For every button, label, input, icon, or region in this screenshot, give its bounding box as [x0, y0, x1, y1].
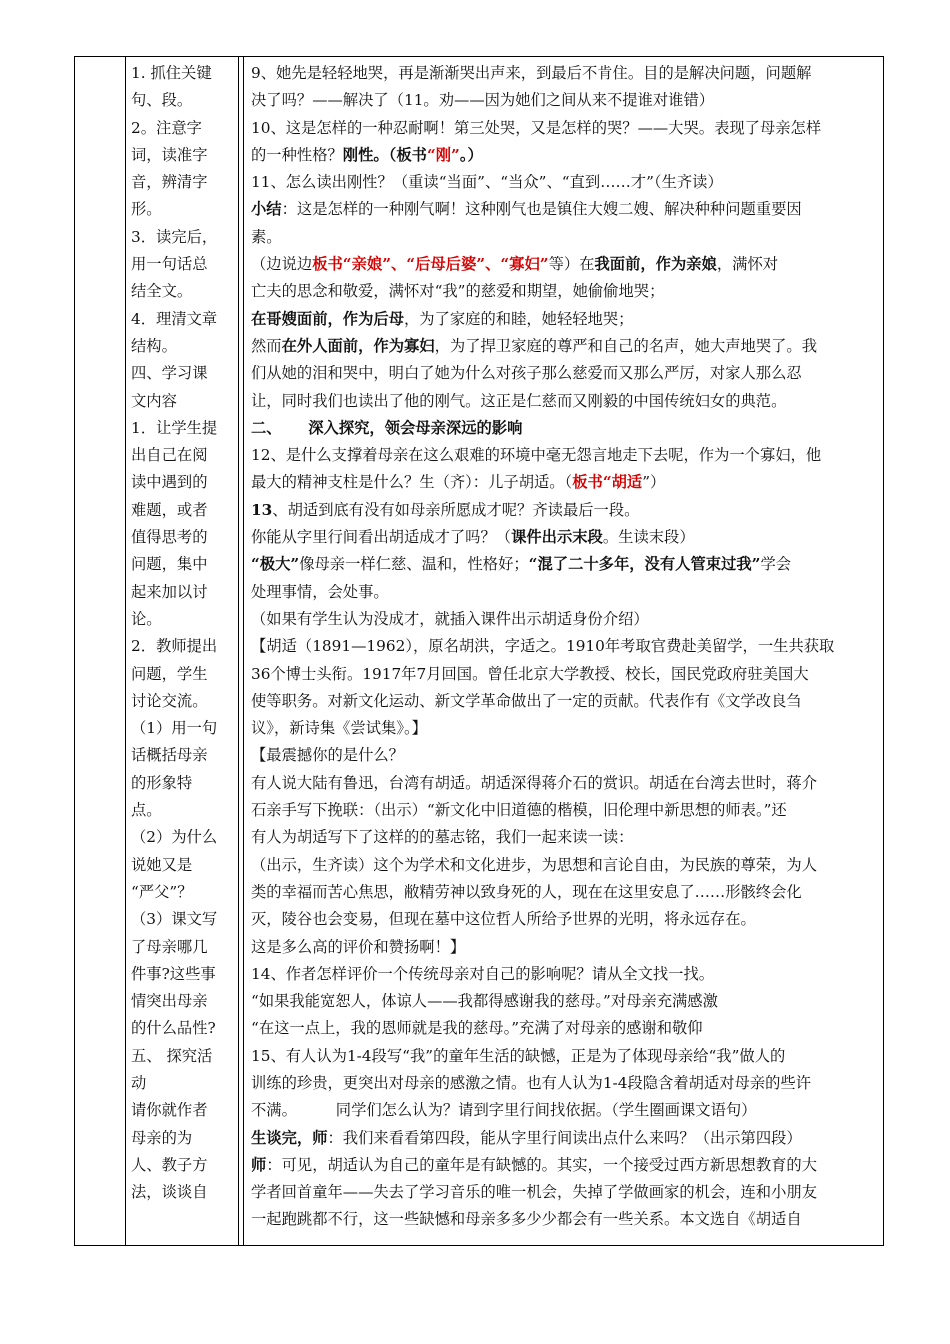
content-line: 素。 — [251, 227, 282, 246]
activity-line: 四、学习课 — [131, 364, 208, 383]
content-line: “极大”像母亲一样仁慈、温和，性格好；“混了二十多年，没有人管束过我”学会 — [251, 555, 792, 574]
content-line: 14、作者怎样评价一个传统母亲对自己的影响呢？请从全文找一找。 — [251, 964, 715, 983]
lesson-content-column — [251, 60, 879, 1234]
activity-line: 出自己在阅 — [131, 446, 208, 465]
content-line: 然而在外人面前，作为寡妇，为了捍卫家庭的尊严和自己的名声，她大声地哭了。我 — [251, 336, 818, 355]
activity-line: 1．让学生提 — [131, 418, 218, 437]
activity-line: 法，谈谈自 — [131, 1183, 208, 1202]
content-line: 15、有人认为1-4段写“我”的童年生活的缺憾，正是为了体现母亲给“我”做人的 — [251, 1046, 786, 1065]
activity-line: 句、段。 — [131, 91, 193, 110]
content-line: （如果有学生认为没成才，就插入课件出示胡适身份介绍） — [251, 609, 649, 628]
activity-line: 问题，集中 — [131, 555, 208, 574]
activity-line: 了母亲哪几 — [131, 937, 208, 956]
activity-line: 动 — [131, 1073, 147, 1092]
lesson-plan-table — [74, 56, 884, 1246]
activity-column — [131, 60, 235, 1206]
content-line: （边说边板书“亲娘”、“后母后婆”、“寡妇”等）在我面前，作为亲娘，满怀对 — [251, 255, 779, 274]
activity-line: 讨论交流。 — [131, 691, 208, 710]
activity-line: 话概括母亲 — [131, 746, 208, 765]
content-line: “如果我能宽恕人，体谅人——我都得感谢我的慈母。”对母亲充满感激 — [251, 992, 718, 1011]
activity-line: 说她又是 — [131, 855, 193, 874]
activity-line: 点。 — [131, 801, 162, 820]
activity-line: 读中遇到的 — [131, 473, 208, 492]
content-line: 石亲手写下挽联：（出示）“新文化中旧道德的楷模，旧伦理中新思想的师表。”还 — [251, 801, 787, 820]
activity-line: （1）用一句 — [131, 719, 218, 738]
content-line: 有人为胡适写下了这样的的墓志铭，我们一起来读一读： — [251, 828, 634, 847]
content-line: 你能从字里行间看出胡适成才了吗？（课件出示末段。生读末段） — [251, 528, 695, 547]
activity-line: 件事?这些事 — [131, 964, 216, 983]
activity-line: 起来加以讨 — [131, 582, 208, 601]
content-line: 让，同时我们也读出了他的刚气。这正是仁慈而又刚毅的中国传统妇女的典范。 — [251, 391, 787, 410]
content-line: 一起跑跳都不行，这一些缺憾和母亲多多少少都会有一些关系。本文选自《胡适自 — [251, 1210, 802, 1229]
activity-line: 4．理清文章 — [131, 309, 218, 328]
content-line: （出示，生齐读）这个为学术和文化进步，为思想和言论自由，为民族的尊荣，为人 — [251, 855, 817, 874]
activity-line: 2。注意字 — [131, 118, 202, 137]
column-divider-mid-double — [243, 57, 244, 1245]
activity-line: 的什么品性? — [131, 1019, 216, 1038]
content-line: 议》，新诗集《尝试集》。】 — [251, 719, 427, 738]
activity-line: 的形象特 — [131, 773, 193, 792]
activity-line: 2．教师提出 — [131, 637, 218, 656]
activity-line: 论。 — [131, 609, 162, 628]
content-line: 使等职务。对新文化运动、新文学革命做出了一定的贡献。代表作有《文学改良刍 — [251, 691, 802, 710]
content-line: “在这一点上，我的恩师就是我的慈母。”充满了对母亲的感谢和敬仰 — [251, 1019, 703, 1038]
content-line: 有人说大陆有鲁迅，台湾有胡适。胡适深得蒋介石的赏识。胡适在台湾去世时，蒋介 — [251, 773, 817, 792]
content-line: 决了吗？——解决了（11。劝——因为她们之间从来不提谁对谁错） — [251, 91, 715, 110]
content-line: 不满。 同学们怎么认为？请到字里行间找依据。（学生圈画课文语句） — [251, 1101, 757, 1120]
content-line: 【胡适（1891—1962），原名胡洪，字适之。1910年考取官费赴美留学，一生共获取 — [251, 637, 835, 656]
activity-line: 请你就作者 — [131, 1101, 208, 1120]
content-line: 小结：这是怎样的一种刚气啊！这种刚气也是镇住大嫂二嫂、解决种种问题重要因 — [251, 200, 802, 219]
activity-line: （3）课文写 — [131, 910, 218, 929]
activity-line: “严父”？ — [131, 882, 193, 901]
content-line: 的一种性格？刚性。（板书“刚”。） — [251, 145, 483, 164]
content-line: 生谈完，师：我们来看看第四段，能从字里行间读出点什么来吗？（出示第四段） — [251, 1128, 802, 1147]
activity-line: 母亲的为 — [131, 1128, 193, 1147]
content-line: 在哥嫂面前，作为后母，为了家庭的和睦，她轻轻地哭； — [251, 309, 634, 328]
activity-line: 音，辨清字 — [131, 173, 208, 192]
activity-line: （2）为什么 — [131, 828, 218, 847]
section-heading: 二、 深入探究，领会母亲深远的影响 — [251, 418, 523, 437]
activity-line: 人、教子方 — [131, 1155, 208, 1174]
content-line: 亡夫的思念和敬爱，满怀对“我”的慈爱和期望，她偷偷地哭； — [251, 282, 665, 301]
activity-line: 情突出母亲 — [131, 992, 208, 1011]
column-divider-mid — [238, 57, 239, 1245]
activity-line: 值得思考的 — [131, 528, 208, 547]
content-line: 10、这是怎样的一种忍耐啊！第三处哭，又是怎样的哭？——大哭。表现了母亲怎样 — [251, 118, 822, 137]
activity-line: 用一句话总 — [131, 255, 208, 274]
activity-line: 结构。 — [131, 336, 177, 355]
content-line: 这是多么高的评价和赞扬啊！】 — [251, 937, 466, 956]
activity-line: 文内容 — [131, 391, 177, 410]
activity-line: 结全文。 — [131, 282, 193, 301]
activity-line: 3．读完后， — [131, 227, 218, 246]
content-line: 类的幸福而苦心焦思，敝精劳神以致身死的人，现在在这里安息了……形骸终会化 — [251, 882, 802, 901]
content-line: 【最震撼你的是什么？ — [251, 746, 404, 765]
activity-line: 词，读准字 — [131, 145, 208, 164]
content-line: 训练的珍贵，更突出对母亲的感激之情。也有人认为1-4段隐含着胡适对母亲的些许 — [251, 1073, 812, 1092]
content-line: 11、怎么读出刚性？（重读“当面”、“当众”、“直到……才”（生齐读） — [251, 173, 723, 192]
activity-line: 问题，学生 — [131, 664, 208, 683]
activity-line: 五、 探究活 — [131, 1046, 213, 1065]
content-line: 师：可见，胡适认为自己的童年是有缺憾的。其实，一个接受过西方新思想教育的大 — [251, 1155, 818, 1174]
content-line: 灭，陵谷也会变易，但现在墓中这位哲人所给予世界的光明，将永远存在。 — [251, 910, 756, 929]
content-line: 学者回首童年——失去了学习音乐的唯一机会，失掉了学做画家的机会，连和小朋友 — [251, 1183, 817, 1202]
content-line: 处理事情，会处事。 — [251, 582, 389, 601]
content-line: 13、胡适到底有没有如母亲所愿成才呢？齐读最后一段。 — [251, 500, 640, 519]
column-divider-left — [125, 57, 126, 1245]
content-line: 们从她的泪和哭中，明白了她为什么对孩子那么慈爱而又那么严厉，对家人那么忍 — [251, 364, 802, 383]
content-line: 12、是什么支撑着母亲在这么艰难的环境中毫无怨言地走下去呢，作为一个寡妇，他 — [251, 446, 822, 465]
activity-line: 难题，或者 — [131, 500, 208, 519]
content-line: 最大的精神支柱是什么？生（齐）：儿子胡适。（板书“胡适”） — [251, 473, 666, 492]
activity-line: 1. 抓住关键 — [131, 64, 212, 82]
activity-line: 形。 — [131, 200, 162, 219]
content-line: 36个博士头衔。1917年7月回国。曾任北京大学教授、校长，国民党政府驻美国大 — [251, 664, 809, 683]
content-line: 9、她先是轻轻地哭，再是渐渐哭出声来，到最后不肯住。目的是解决问题，问题解 — [251, 64, 812, 82]
